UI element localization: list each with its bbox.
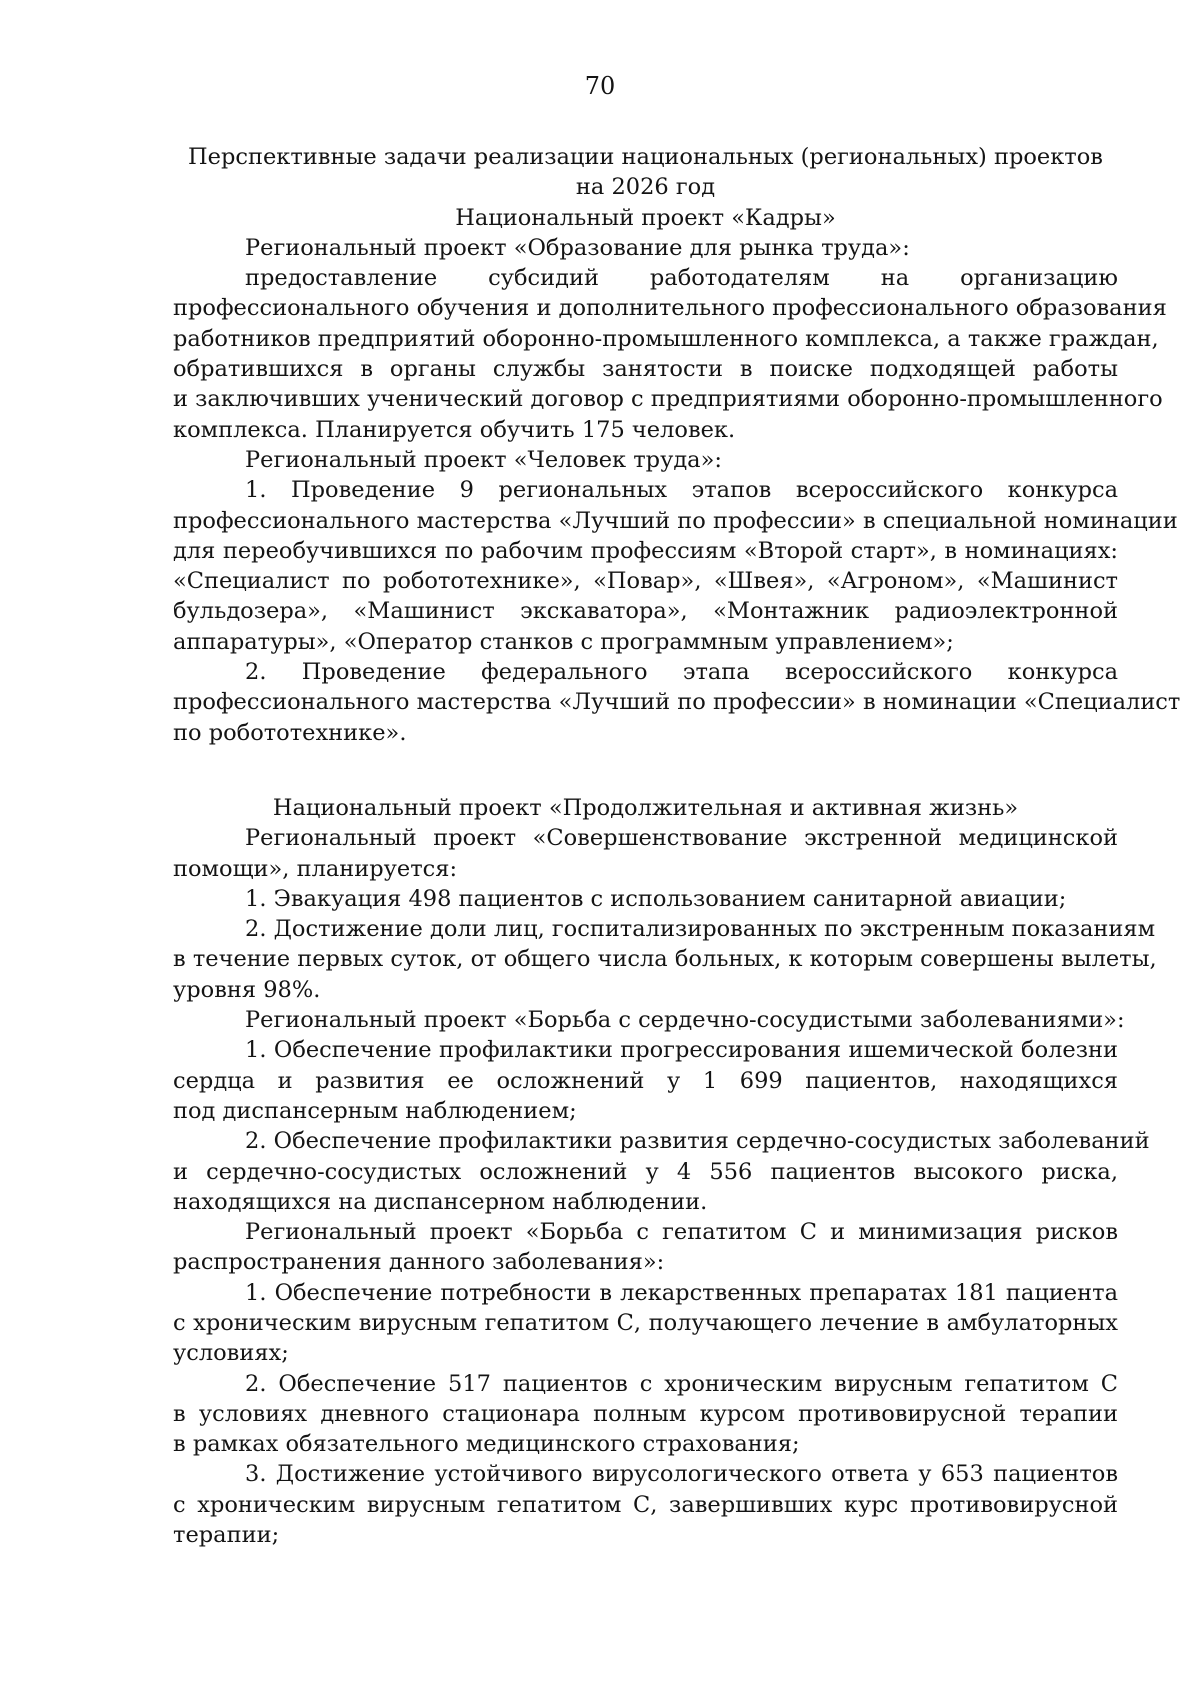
text-line: бульдозера», «Машинист экскаватора», «Монтажник радиоэлектронной	[173, 598, 1118, 625]
text-line: и сердечно-сосудистых осложнений у 4 556 пациентов высокого риска,	[173, 1158, 1118, 1185]
list-item: 2. Обеспечение 517 пациентов с хроническим вирусным гепатитом С	[245, 1370, 1118, 1397]
text-line: находящихся на диспансерном наблюдении.	[173, 1188, 708, 1215]
project-heading: Региональный проект «Человек труда»:	[245, 446, 722, 473]
text-line: с хроническим вирусным гепатитом С, завершивших курс противовирусной	[173, 1491, 1118, 1518]
list-item: 3. Достижение устойчивого вирусологического ответа у 653 пациентов	[245, 1461, 1118, 1488]
text-line: помощи», планируется:	[173, 855, 458, 882]
text-line: уровня 98%.	[173, 976, 321, 1003]
list-item: 2. Достижение доли лиц, госпитализированных по экстренным показаниям	[245, 916, 1156, 943]
text-line: под диспансерным наблюдением;	[173, 1097, 577, 1124]
text-line: для переобучившихся по рабочим профессиям «Второй старт», в номинациях:	[173, 537, 1118, 564]
text-line: работников предприятий оборонно-промышленного комплекса, а также граждан,	[173, 325, 1159, 352]
section-title-active-life: Национальный проект «Продолжительная и активная жизнь»	[272, 794, 1019, 821]
list-item: 2. Проведение федерального этапа всероссийского конкурса	[245, 659, 1118, 686]
text-line: обратившихся в органы службы занятости в поиске подходящей работы	[173, 356, 1118, 383]
text-line: терапии;	[173, 1522, 280, 1549]
text-line: «Специалист по робототехнике», «Повар», «Швея», «Агроном», «Машинист	[173, 568, 1118, 595]
page-number: 70	[584, 72, 616, 100]
text-line: предоставление субсидий работодателям на организацию	[245, 265, 1118, 292]
list-item: 1. Проведение 9 региональных этапов всероссийского конкурса	[245, 477, 1118, 504]
list-item: 1. Обеспечение потребности в лекарственных препаратах 181 пациента	[245, 1279, 1118, 1306]
text-line: профессионального мастерства «Лучший по профессии» в номинации «Специалист	[173, 689, 1181, 716]
text-line: в рамках обязательного медицинского страхования;	[173, 1431, 800, 1458]
text-line: и заключивших ученический договор с предприятиями оборонно-промышленного	[173, 386, 1163, 413]
project-heading: Региональный проект «Совершенствование экстренной медицинской	[245, 825, 1118, 852]
text-line: распространения данного заболевания»:	[173, 1249, 665, 1276]
section-title-kadry: Национальный проект «Кадры»	[455, 204, 836, 231]
text-line: сердца и развития ее осложнений у 1 699 пациентов, находящихся	[173, 1067, 1118, 1094]
project-heading: Региональный проект «Образование для рынка труда»:	[245, 234, 910, 261]
text-line: условиях;	[173, 1340, 289, 1367]
list-item: 2. Обеспечение профилактики развития сердечно-сосудистых заболеваний	[245, 1128, 1150, 1155]
text-line: с хроническим вирусным гепатитом С, получающего лечение в амбулаторных	[173, 1309, 1118, 1336]
text-line: профессионального обучения и дополнительного профессионального образования	[173, 295, 1167, 322]
document-heading-year: на 2026 год	[575, 174, 716, 201]
text-line: аппаратуры», «Оператор станков с программным управлением»;	[173, 628, 954, 655]
text-line: профессионального мастерства «Лучший по профессии» в специальной номинации	[173, 507, 1178, 534]
project-heading: Региональный проект «Борьба с гепатитом С и минимизация рисков	[245, 1219, 1118, 1246]
text-line: по робототехнике».	[173, 719, 407, 746]
document-body	[173, 142, 1181, 1550]
list-item: 1. Обеспечение профилактики прогрессирования ишемической болезни	[245, 1037, 1118, 1064]
project-heading: Региональный проект «Борьба с сердечно-сосудистыми заболеваниями»:	[245, 1007, 1125, 1034]
section-spacer	[173, 748, 1118, 793]
text-line: комплекса. Планируется обучить 175 человек.	[173, 416, 736, 443]
text-line: в условиях дневного стационара полным курсом противовирусной терапии	[173, 1400, 1118, 1427]
text-line: в течение первых суток, от общего числа больных, к которым совершены вылеты,	[173, 946, 1157, 973]
document-heading: Перспективные задачи реализации национальных (региональных) проектов	[188, 144, 1103, 170]
list-item: 1. Эвакуация 498 пациентов с использованием санитарной авиации;	[245, 885, 1067, 912]
